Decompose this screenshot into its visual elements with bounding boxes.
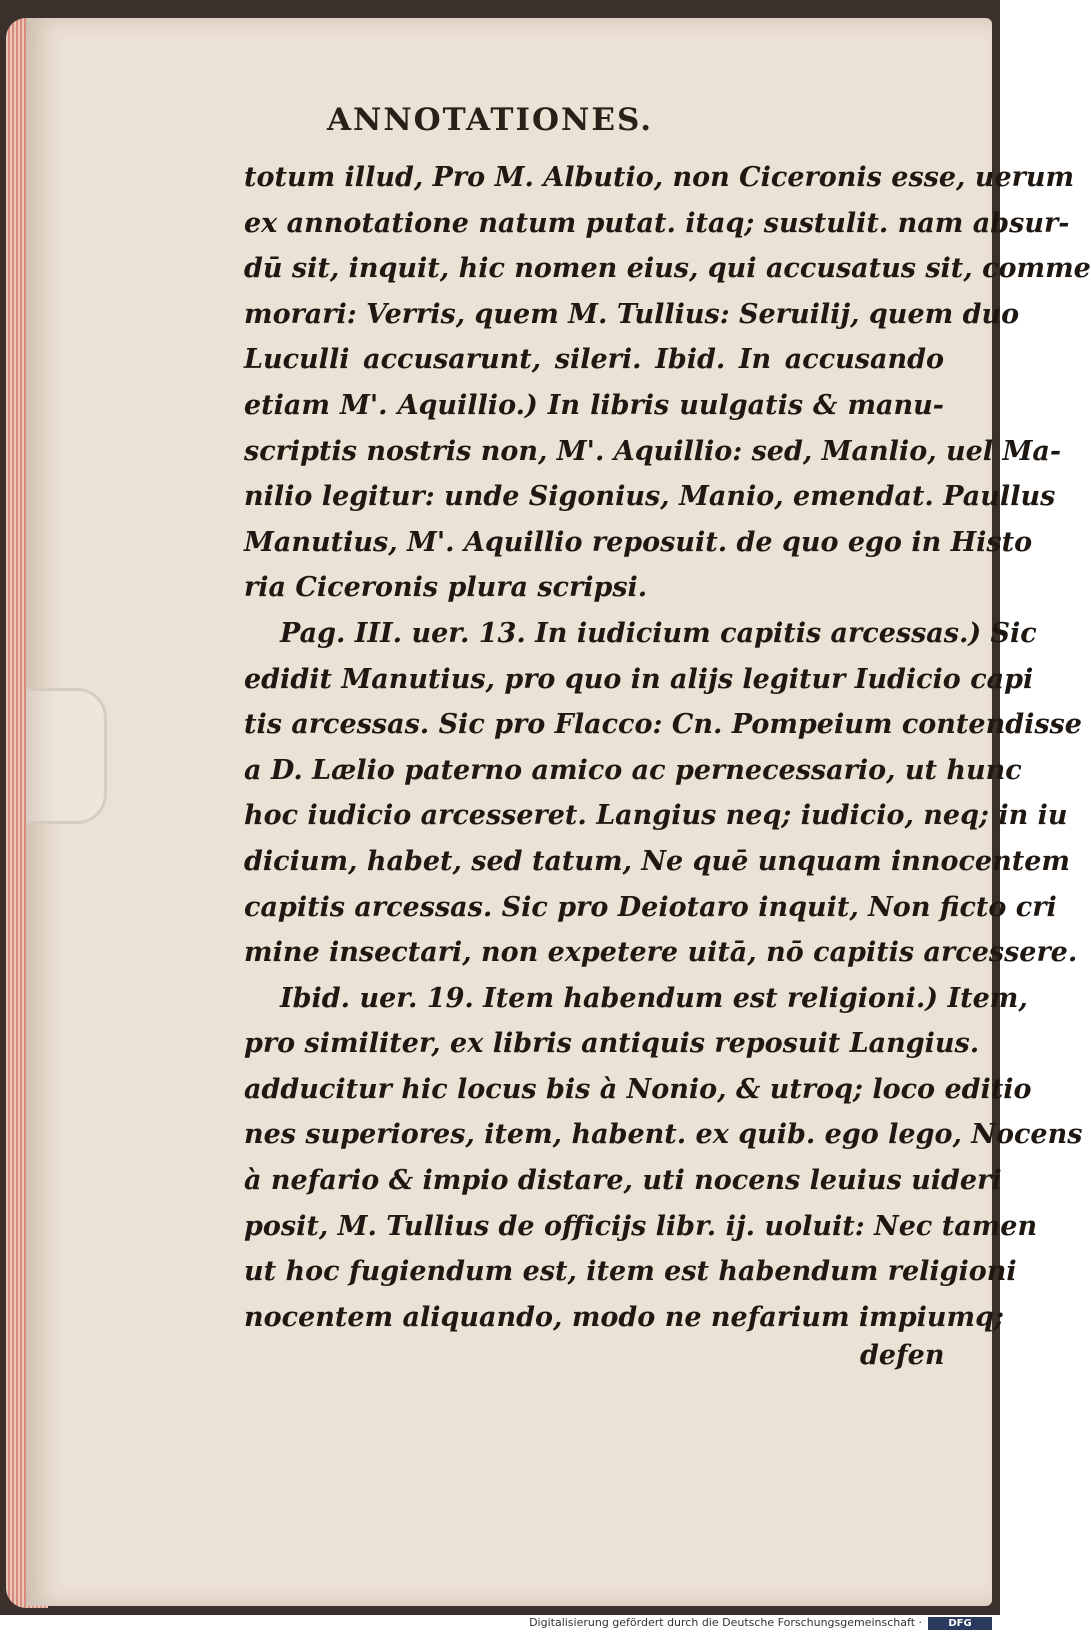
text-line: à nefario & impio distare, uti nocens leuius uideri <box>244 1165 1002 1197</box>
text-line: Ibid. uer. 19. Item habendum est religioni.) Item, <box>280 982 1028 1014</box>
text-line: nilio legitur: unde Sigonius, Manio, emendat. Paullus <box>244 481 1056 513</box>
page-clip <box>26 688 107 824</box>
text-line: scriptis nostris non, M'. Aquillio: sed, Manlio, uel Ma- <box>244 435 1062 467</box>
text-line: posit, M. Tullius de officijs libr. ij. uoluit: Nec tamen <box>244 1210 1038 1242</box>
text-line: hoc iudicio arcesseret. Langius neq; iudicio, neq; in iu <box>244 800 1068 832</box>
text-line: adducitur hic locus bis à Nonio, & utroq; loco editio <box>244 1073 1032 1105</box>
text-line: Luculli accusarunt, sileri. Ibid. In accusando <box>244 344 944 376</box>
text-line: capitis arcessas. Sic pro Deiotaro inquit, Non ficto cri <box>244 891 1057 923</box>
text-line: totum illud, Pro M. Albutio, non Ciceronis esse, uerum <box>244 162 1075 193</box>
digitization-footer <box>0 1615 1000 1633</box>
text-line: Manutius, M'. Aquillio reposuit. de quo ego in Histo <box>244 526 1033 558</box>
text-line: morari: Verris, quem M. Tullius: Seruilij, quem duo <box>244 298 1020 330</box>
text-line: mine insectari, non expetere uitā, nō capitis arcessere. <box>244 937 1078 969</box>
text-block <box>244 155 1091 1340</box>
funding-credit: Digitalisierung gefördert durch die Deutsche Forschungsgemeinschaft · <box>529 1616 922 1629</box>
text-line: nes superiores, item, habent. ex quib. ego lego, Nocens <box>244 1119 1083 1151</box>
text-line: ut hoc fugiendum est, item est habendum religioni <box>244 1256 1017 1288</box>
text-line: ex annotatione natum putat. itaq; sustulit. nam absur- <box>244 207 1070 239</box>
text-line: a D. Lælio paterno amico ac pernecessario, ut hunc <box>244 754 1022 786</box>
text-line: nocentem aliquando, modo ne nefarium impiumq; <box>244 1301 1004 1333</box>
text-line: tis arcessas. Sic pro Flacco: Cn. Pompeium contendisse <box>244 709 1082 741</box>
running-head: ANNOTATIONES. <box>326 102 654 138</box>
text-line: etiam M'. Aquillio.) In libris uulgatis & manu- <box>244 389 944 421</box>
text-line: ria Ciceronis plura scripsi. <box>244 572 648 604</box>
text-line: dicium, habet, sed tatum, Ne quē unquam innocentem <box>244 845 1070 877</box>
text-line: Pag. III. uer. 13. In iudicium capitis arcessas.) Sic <box>280 617 1037 649</box>
text-line: pro similiter, ex libris antiquis reposuit Langius. <box>244 1028 980 1060</box>
text-line: edidit Manutius, pro quo in alijs legitur Iudicio capi <box>244 663 1034 695</box>
dfg-logo: DFG <box>928 1617 992 1630</box>
text-line: dū sit, inquit, hic nomen eius, qui accusatus sit, comme <box>244 253 1091 285</box>
catchword: defen <box>860 1340 945 1371</box>
